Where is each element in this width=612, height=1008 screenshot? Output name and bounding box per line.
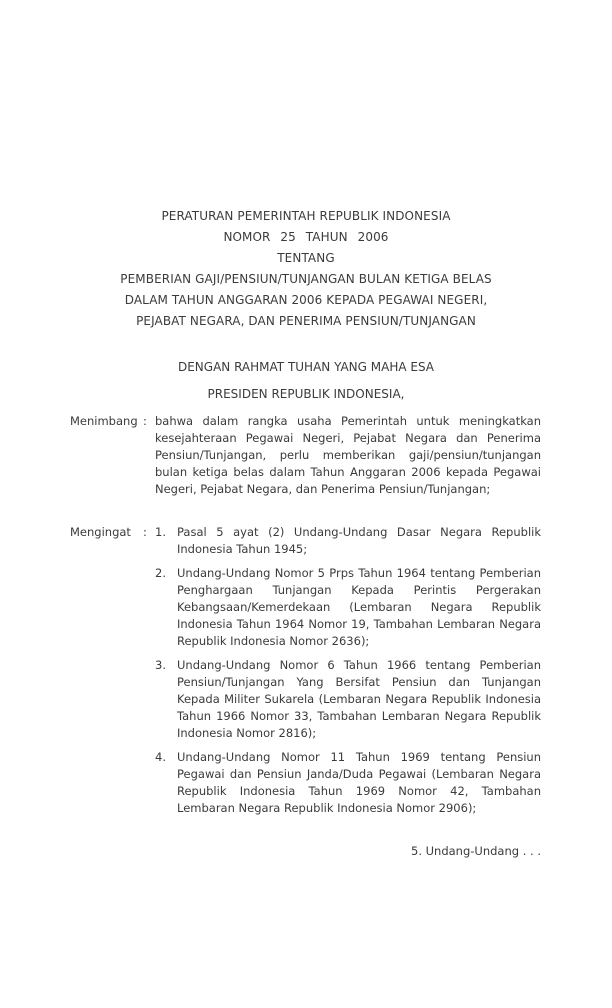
item-number: 2. — [155, 566, 166, 580]
regulation-title: PERATURAN PEMERINTAH REPUBLIK INDONESIA — [161, 209, 451, 223]
mengingat-list — [155, 524, 541, 817]
mengingat-colon: : — [143, 525, 147, 539]
mengingat-label: Mengingat — [70, 525, 131, 539]
subject-line-3: PEJABAT NEGARA, DAN PENERIMA PENSIUN/TUNJANGAN — [136, 314, 476, 328]
menimbang-text: bahwa dalam rangka usaha Pemerintah untuk meningkatkan kesejahteraan Pegawai Negeri, Pejabat Negara dan Penerima Pensiun/Tunjangan, perlu memberikan gaji/pensiun/tunjangan bulan ketiga belas dalam Tahun Anggaran 2006 kepada Pegawai Negeri, Pejabat Negara, dan Penerima Pensiun/Tunjangan; — [155, 414, 541, 496]
authority-line: PRESIDEN REPUBLIK INDONESIA, — [207, 387, 405, 401]
list-item — [155, 565, 541, 650]
invocation-line: DENGAN RAHMAT TUHAN YANG MAHA ESA — [177, 360, 435, 374]
subject-line-1: PEMBERIAN GAJI/PENSIUN/TUNJANGAN BULAN KETIGA BELAS — [120, 272, 492, 286]
catchword: 5. Undang-Undang . . . — [411, 844, 541, 858]
title-block — [0, 206, 612, 332]
item-number: 3. — [155, 658, 166, 672]
menimbang-colon: : — [143, 414, 147, 428]
item-number: 4. — [155, 750, 166, 764]
item-text: Undang-Undang Nomor 5 Prps Tahun 1964 tentang Pemberian Penghargaan Tunjangan Kepada Perintis Pergerakan Kebangsaan/Kemerdekaan (Lembaran Negara Republik Indonesia Tahun 1964 Nomor 19, Tambahan Lembaran Negara Republik Indonesia Nomor 2636); — [177, 566, 541, 648]
menimbang-section — [70, 413, 541, 498]
list-item — [155, 749, 541, 817]
item-text: Pasal 5 ayat (2) Undang-Undang Dasar Negara Republik Indonesia Tahun 1945; — [177, 525, 541, 556]
mengingat-section — [70, 524, 541, 817]
subject-line-2: DALAM TAHUN ANGGARAN 2006 KEPADA PEGAWAI NEGERI, — [124, 293, 488, 307]
item-text: Undang-Undang Nomor 11 Tahun 1969 tentang Pensiun Pegawai dan Pensiun Janda/Duda Pegawai (Lembaran Negara Republik Indonesia Tahun 1969 Nomor 42, Tambahan Lembaran Negara Republik Indonesia Nomor 2906); — [177, 750, 541, 815]
menimbang-label: Menimbang — [70, 414, 138, 428]
item-text: Undang-Undang Nomor 6 Tahun 1966 tentang Pemberian Pensiun/Tunjangan Yang Bersifat Pensiun dan Tunjangan Kepada Militer Sukarela (Lembaran Negara Republik Indonesia Tahun 1966 Nomor 33, Tambahan Lembaran Negara Republik Indonesia Nomor 2816); — [177, 658, 541, 740]
list-item — [155, 657, 541, 742]
regulation-number: NOMOR 25 TAHUN 2006 — [223, 230, 389, 244]
list-item — [155, 524, 541, 558]
tentang-label: TENTANG — [277, 251, 335, 265]
item-number: 1. — [155, 525, 166, 539]
